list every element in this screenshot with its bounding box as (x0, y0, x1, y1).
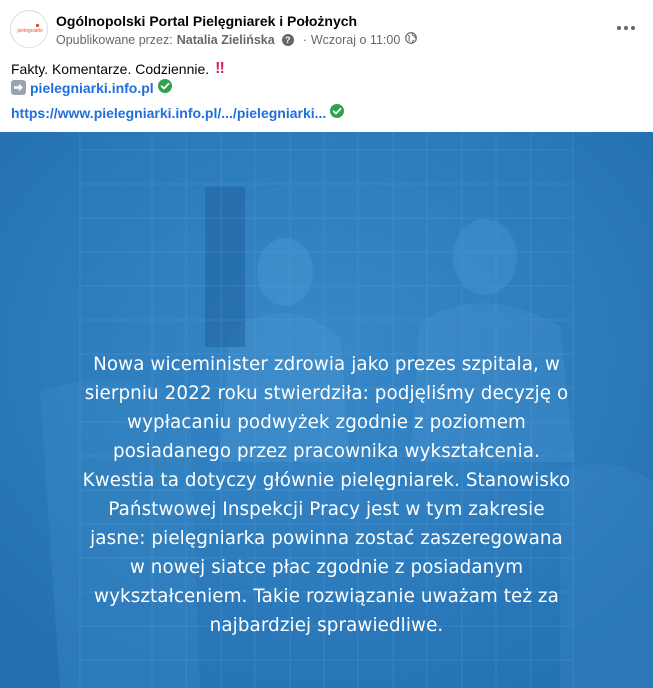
post-text-line (11, 60, 223, 78)
meta-separator: · (302, 32, 307, 47)
post-timestamp[interactable]: Wczoraj o 11:00 (310, 32, 401, 47)
article-link-line (11, 104, 344, 121)
info-icon[interactable]: ? (282, 34, 294, 46)
globe-icon (405, 32, 417, 47)
site-link-line (11, 79, 172, 96)
tagline: Fakty. Komentarze. Codziennie. (11, 61, 210, 77)
double-exclamation-emoji: ‼ (215, 60, 223, 77)
page-logo-icon (11, 11, 48, 48)
page-name-link[interactable]: Ogólnopolski Portal Pielęgniarek i Położnych (56, 13, 358, 29)
site-link[interactable]: pielegniarki.info.pl (30, 79, 154, 96)
verified-check-icon (330, 104, 344, 121)
page-avatar[interactable] (10, 10, 48, 48)
post-header (0, 0, 653, 132)
arrow-right-icon (11, 80, 26, 95)
post-meta (56, 32, 417, 47)
more-options-icon[interactable] (612, 14, 640, 42)
article-link[interactable]: https://www.pielegniarki.info.pl/.../pielegniarki... (11, 104, 327, 121)
image-quote-text: Nowa wiceminister zdrowia jako prezes szpitala, w sierpniu 2022 roku stwierdziła: podjęliśmy decyzję o wypłacaniu podwyżek zgodnie z poziomem posiadanego przez pracownika wykształcenia. Kwestia ta dotyczy głównie pielęgniarek. Stanowisko Państwowej Inspekcji Pracy jest w tym zakresie jasne: pielęgniarka powinna zostać zaszeregowana w nowej siatce płac zgodnie z posiadanym wykształceniem. Takie rozwiązanie uważam też za najbardziej sprawiedliwe. (82, 354, 571, 636)
published-by-label: Opublikowane przez: (56, 32, 173, 47)
post-image[interactable] (0, 132, 653, 688)
author-link[interactable]: Natalia Zielińska (176, 32, 275, 47)
avatar-logo-text: pielegniarki (17, 28, 43, 34)
verified-check-icon (158, 79, 172, 96)
